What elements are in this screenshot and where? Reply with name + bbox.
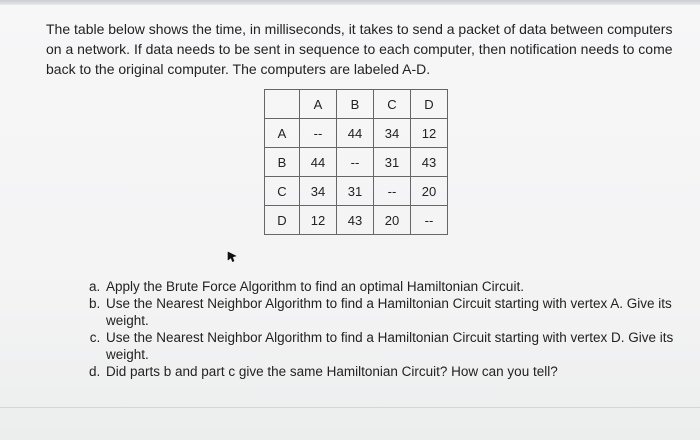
table-cell: 31 <box>337 177 374 206</box>
table-cell: -- <box>300 119 337 148</box>
table-row <box>265 148 448 177</box>
table-cell: 43 <box>411 148 448 177</box>
column-header: D <box>411 90 448 119</box>
column-header: A <box>300 90 337 119</box>
table-cell: -- <box>374 177 411 206</box>
row-header: D <box>265 206 300 235</box>
mouse-pointer-icon <box>227 251 237 263</box>
table-cell: -- <box>337 148 374 177</box>
intro-paragraph: The table below shows the time, in milliseconds, it takes to send a packet of data between computers on a network. If data needs to be sent in sequence to each computer, then notification needs to come back to the original computer. The computers are labeled A-D. <box>46 21 673 77</box>
table-row <box>265 177 448 206</box>
question-item: a. Apply the Brute Force Algorithm to find an optimal Hamiltonian Circuit. <box>104 278 700 295</box>
document-page <box>0 5 700 440</box>
table-cell: 31 <box>374 148 411 177</box>
table-row <box>265 206 448 235</box>
question-item: b. Use the Nearest Neighbor Algorithm to find a Hamiltonian Circuit starting with vertex A. Give its weight. <box>104 295 700 329</box>
row-header: C <box>265 177 300 206</box>
question-list <box>72 278 700 380</box>
row-header: A <box>265 119 300 148</box>
table-cell: 43 <box>337 206 374 235</box>
row-header: B <box>265 148 300 177</box>
table-cell: 44 <box>337 119 374 148</box>
page-divider <box>0 407 700 408</box>
table-row <box>265 119 448 148</box>
table-cell: 44 <box>300 148 337 177</box>
column-header: B <box>337 90 374 119</box>
table-cell: 20 <box>411 177 448 206</box>
column-header: C <box>374 90 411 119</box>
table-cell: -- <box>411 206 448 235</box>
table-cell: 34 <box>374 119 411 148</box>
table-header-row <box>265 90 448 119</box>
question-item: c. Use the Nearest Neighbor Algorithm to find a Hamiltonian Circuit starting with vertex D. Give its weight. <box>104 329 700 363</box>
table-cell: 34 <box>300 177 337 206</box>
table-cell: 12 <box>411 119 448 148</box>
table-cell: 12 <box>300 206 337 235</box>
question-item: d. Did parts b and part c give the same Hamiltonian Circuit? How can you tell? <box>104 363 700 380</box>
distance-table <box>264 89 448 235</box>
table-cell: 20 <box>374 206 411 235</box>
table-corner-cell <box>265 90 300 119</box>
